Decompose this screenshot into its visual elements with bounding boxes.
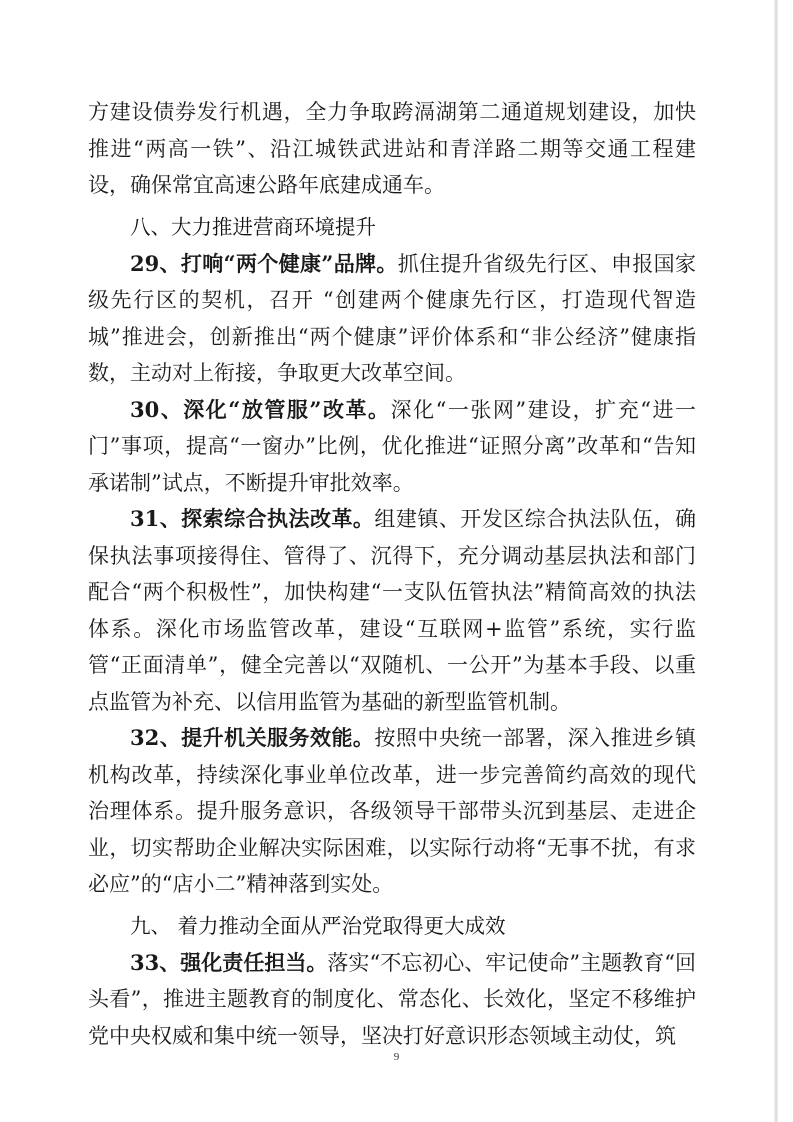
item-29-title: 29、打响“两个健康”品牌。 [130,250,398,276]
section-9-heading: 九、 着力推动全面从严治党取得更大成效 [130,913,506,938]
document-body [88,94,696,1054]
item-31-title: 31、探索综合执法改革。 [130,506,375,531]
section-8-heading: 八、大力推进营商环境提升 [130,214,376,239]
item-32-text: 按照中央统一部署，深入推进乡镇机构改革，持续深化事业单位改革，进一步完善简约高效的现代治理体系。提升服务意识，各级领导干部带头沉到基层、走进企业，切实帮助企业解决实际困难，以实际行动将“无事不扰，有求必应”的“店小二”精神落到实处。 [88,726,696,896]
item-33-paragraph [88,945,696,1055]
page-number: 9 [393,1051,400,1063]
continuation-paragraph: 方建设债券发行机遇，全力争取跨滆湖第二通道规划建设，加快推进“两高一铁”、沿江城铁武进站和青洋路二期等交通工程建设，确保常宜高速公路年底建成通车。 [88,100,696,197]
item-30-paragraph [88,392,696,502]
scan-edge-line [774,0,778,1122]
item-32-title: 32、提升机关服务效能。 [130,725,375,750]
item-30-text: 深化“一张网”建设，扩充“进一门”事项，提高“一窗办”比例，优化推进“证照分离”改革和“告知承诺制”试点，不断提升审批效率。 [88,397,696,495]
item-33-title: 33、强化责任担当。 [130,949,328,975]
item-33-text: 落实“不忘初心、牢记使命”主题教育“回头看”，推进主题教育的制度化、常态化、长效化，坚定不移维护党中央权威和集中统一领导，坚决打好意识形态领域主动仗，筑 [88,950,696,1048]
item-29-text: 抓住提升省级先行区、申报国家级先行区的契机，召开 “创建两个健康先行区，打造现代智造城”推进会，创新推出“两个健康”评价体系和“非公经济”健康指数，主动对上衔接，争取更大改革空间。 [88,251,696,385]
item-29-paragraph [88,246,696,392]
item-31-paragraph [88,501,696,720]
item-30-title: 30、深化“放管服”改革。 [130,396,391,422]
item-31-text: 组建镇、开发区综合执法队伍，确保执法事项接得住、管得了、沉得下，充分调动基层执法和部门配合“两个积极性”，加快构建“一支队伍管执法”精简高效的执法体系。深化市场监管改革，建设“互联网+监管”系统，实行监管“正面清单”，健全完善以“双随机、一公开”为基本手段、以重点监管为补充、以信用监管为基础的新型监管机制。 [88,507,696,714]
item-32-paragraph [88,720,696,903]
